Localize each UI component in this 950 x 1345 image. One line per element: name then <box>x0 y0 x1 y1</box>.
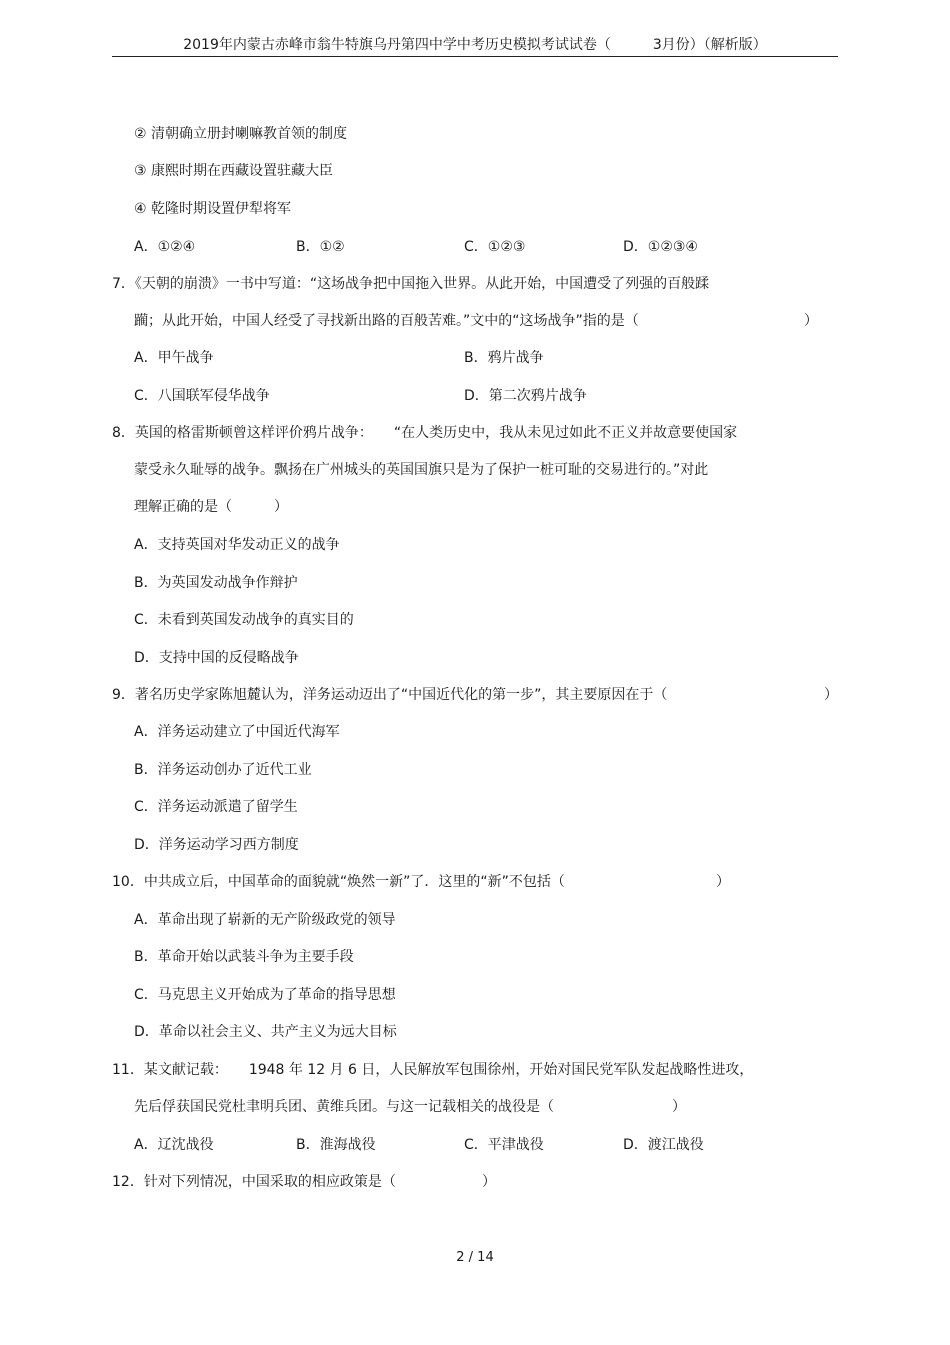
q6-option-d: D．①②③④ <box>623 239 698 255</box>
q7-stem-line2: 躏；从此开始，中国人经受了寻找新出路的百般苦难。”文中的“这场战争”指的是（ <box>134 313 639 329</box>
q9-option-c: C．洋务运动派遣了留学生 <box>134 799 298 815</box>
q11-stem-line2: 先后俘获国民党杜聿明兵团、黄维兵团。与这一记载相关的战役是（ <box>134 1099 554 1115</box>
q6-item-2: ② 清朝确立册封喇嘛教首领的制度 <box>134 126 348 142</box>
q6-option-c: C．①②③ <box>464 239 526 255</box>
q12-stem-line1: 12．针对下列情况，中国采取的相应政策是（ <box>112 1174 396 1190</box>
q7-option-a: A．甲午战争 <box>134 350 214 366</box>
q8-stem-line2: 蒙受永久耻辱的战争。飘扬在广州城头的英国国旗只是为了保护一桩可耻的交易进行的。”对此 <box>134 462 709 478</box>
page-number: 2 / 14 <box>456 1250 494 1265</box>
q6-option-a: A．①②④ <box>134 239 196 255</box>
q9-answer-paren: ） <box>824 687 838 703</box>
q6-item-4: ④ 乾隆时期设置伊犁将军 <box>134 201 292 217</box>
q12-answer-paren: ） <box>482 1174 496 1190</box>
q8-option-b: B．为英国发动战争作辩护 <box>134 575 298 591</box>
q8-stem-line3: 理解正确的是（ ） <box>134 499 288 515</box>
q8-option-a: A．支持英国对华发动正义的战争 <box>134 537 340 553</box>
q11-option-b: B．淮海战役 <box>296 1137 376 1153</box>
q10-option-c: C．马克思主义开始成为了革命的指导思想 <box>134 987 396 1003</box>
page-header: 2019年内蒙古赤峰市翁牛特旗乌丹第四中学中考历史模拟考试试卷（ 3月份）（解析版） <box>112 36 838 57</box>
q10-stem-line1: 10．中共成立后，中国革命的面貌就“焕然一新”了．这里的“新”不包括（ <box>112 874 565 890</box>
q10-option-d: D．革命以社会主义、共产主义为远大目标 <box>134 1024 397 1040</box>
q11-stem-line1: 11．某文献记载： 1948 年 12 月 6 日，人民解放军包围徐州，开始对国民党军队发起战略性进攻， <box>112 1062 754 1078</box>
q8-option-d: D．支持中国的反侵略战争 <box>134 650 299 666</box>
q7-answer-paren: ） <box>804 313 818 329</box>
q9-option-d: D．洋务运动学习西方制度 <box>134 837 299 853</box>
q11-answer-paren: ） <box>672 1099 686 1115</box>
q7-stem-line1: 7．《天朝的崩溃》一书中写道：“这场战争把中国拖入世界。从此开始，中国遭受了列强的百般蹂 <box>112 276 710 292</box>
q9-option-a: A．洋务运动建立了中国近代海军 <box>134 724 340 740</box>
q9-stem-line1: 9．著名历史学家陈旭麓认为，洋务运动迈出了“中国近代化的第一步”，其主要原因在于（ <box>112 687 668 703</box>
q8-option-c: C．未看到英国发动战争的真实目的 <box>134 612 354 628</box>
q7-option-c: C．八国联军侵华战争 <box>134 388 270 404</box>
q11-option-c: C．平津战役 <box>464 1137 544 1153</box>
q10-answer-paren: ） <box>716 874 730 890</box>
q10-option-a: A．革命出现了崭新的无产阶级政党的领导 <box>134 912 396 928</box>
q6-item-3: ③ 康熙时期在西藏设置驻藏大臣 <box>134 163 334 179</box>
q7-option-b: B．鸦片战争 <box>464 350 544 366</box>
q11-option-d: D．渡江战役 <box>623 1137 704 1153</box>
q6-option-b: B．①② <box>296 239 345 255</box>
q9-option-b: B．洋务运动创办了近代工业 <box>134 762 312 778</box>
q11-option-a: A．辽沈战役 <box>134 1137 214 1153</box>
q8-stem-line1: 8．英国的格雷斯顿曾这样评价鸦片战争： “在人类历史中，我从未见过如此不正义并故意要使国家 <box>112 425 738 441</box>
q7-option-d: D．第二次鸦片战争 <box>464 388 587 404</box>
q10-option-b: B．革命开始以武装斗争为主要手段 <box>134 949 354 965</box>
